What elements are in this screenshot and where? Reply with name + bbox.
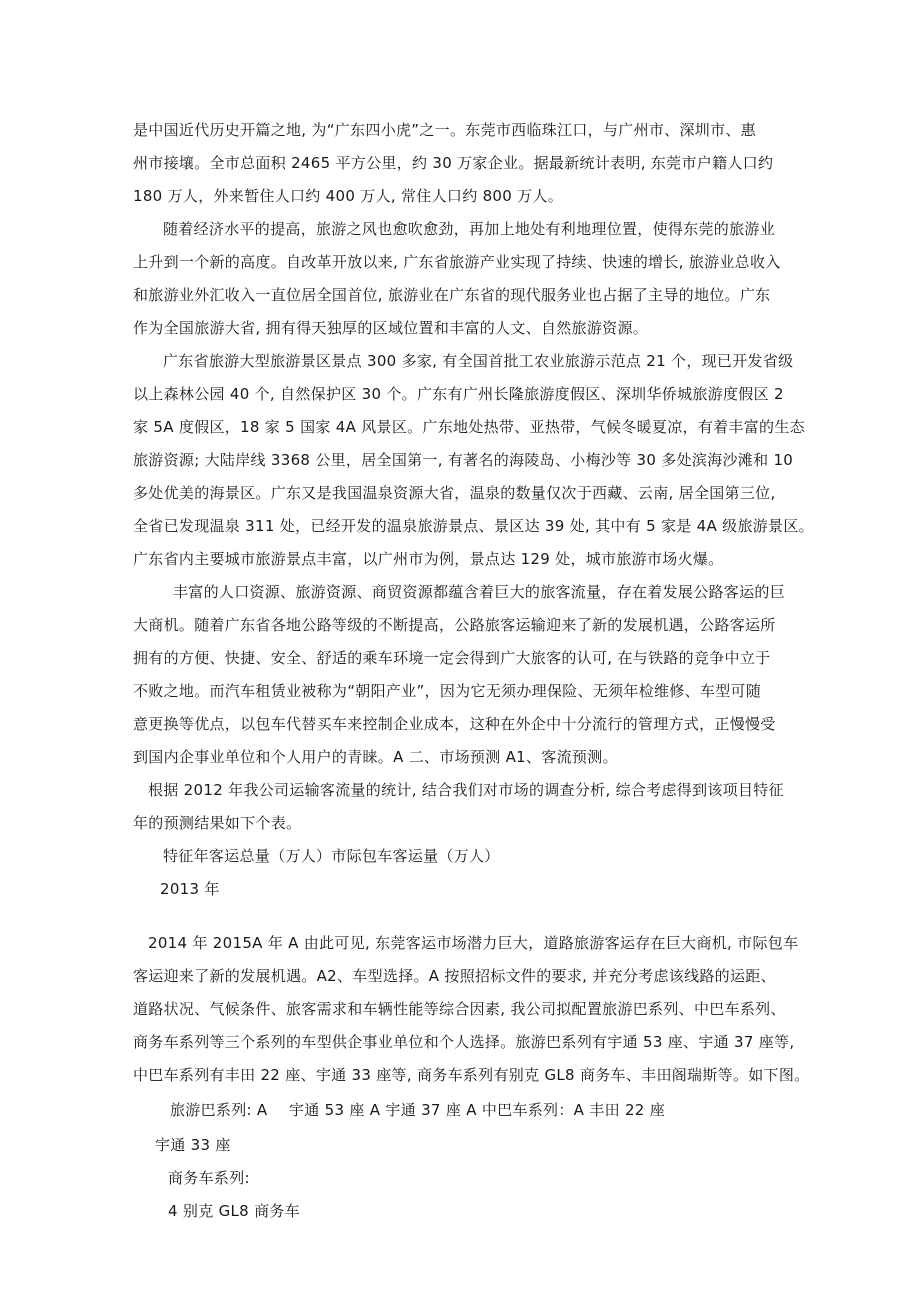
paragraph-4-line-6: 到国内企事业单位和个人用户的青睐。A 二、市场预测 A1、客流预测。 <box>133 748 618 766</box>
paragraph-3-line-5: 多处优美的海景区。广东又是我国温泉资源大省，温泉的数量仅次于西藏、云南, 居全国第三位, <box>133 484 776 502</box>
paragraph-2-line-4: 作为全国旅游大省, 拥有得天独厚的区域位置和丰富的人文、自然旅游资源。 <box>133 319 649 337</box>
paragraph-2-line-1: 随着经济水平的提高，旅游之风也愈吹愈劲，再加上地处有利地理位置，使得东莞的旅游业 <box>163 220 776 238</box>
paragraph-3-line-4: 旅游资源; 大陆岸线 3368 公里，居全国第一, 有著名的海陵岛、小梅沙等 30 多处滨海沙滩和 10 <box>133 451 794 469</box>
paragraph-3-line-1: 广东省旅游大型旅游景区景点 300 多家, 有全国首批工农业旅游示范点 21 个，现已开发省级 <box>163 352 794 370</box>
paragraph-4-line-3: 拥有的方便、快捷、安全、舒适的乘车环境一定会得到广大旅客的认可, 在与铁路的竞争中立于 <box>133 649 771 667</box>
paragraph-4-line-1: 丰富的人口资源、旅游资源、商贸资源都蕴含着巨大的旅客流量，存在着发展公路客运的巨 <box>173 583 786 601</box>
paragraph-4-line-5: 意更换等优点，以包车代替买车来控制企业成本，这种在外企中十分流行的管理方式，正慢慢受 <box>133 715 776 733</box>
buick-gl8-item: 4 别克 GL8 商务车 <box>168 1202 300 1220</box>
paragraph-4-line-2: 大商机。随着广东省各地公路等级的不断提高，公路旅客运输迎来了新的发展机遇，公路客运所 <box>133 616 776 634</box>
paragraph-6-line-3: 道路状况、气候条件、旅客需求和车辆性能等综合因素, 我公司拟配置旅游巴系列、中巴车系列、 <box>133 1000 786 1018</box>
paragraph-4-line-4: 不败之地。而汽车租赁业被称为“朝阳产业”，因为它无须办理保险、无须年检维修、车型可随 <box>133 682 762 700</box>
paragraph-3-line-3: 家 5A 度假区，18 家 5 国家 4A 风景区。广东地处热带、亚热带，气候冬暖夏凉，有着丰富的生态 <box>133 418 805 436</box>
paragraph-1-line-2: 州市接壤。全市总面积 2465 平方公里，约 30 万家企业。据最新统计表明, 东莞市户籍人口约 <box>133 154 774 172</box>
series-tour-bus-label: 旅游巴系列: A <box>170 1101 268 1119</box>
paragraph-6-line-5: 中巴车系列有丰田 22 座、宇通 33 座等, 商务车系列有别克 GL8 商务车、丰田阁瑞斯等。如下图。 <box>133 1066 810 1084</box>
series-models-line: 宇通 53 座 A 宇通 37 座 A 中巴车系列：A 丰田 22 座 <box>289 1101 665 1119</box>
business-series-label: 商务车系列: <box>168 1169 250 1187</box>
paragraph-5-line-1: 根据 2012 年我公司运输客流量的统计, 结合我们对市场的调查分析, 综合考虑得到该项目特征 <box>148 781 784 799</box>
paragraph-3-line-2: 以上森林公园 40 个, 自然保护区 30 个。广东有广州长隆旅游度假区、深圳华侨城旅游度假区 2 <box>133 385 784 403</box>
forecast-year-2013: 2013 年 <box>160 880 220 898</box>
paragraph-1-line-3: 180 万人，外来暂住人口约 400 万人, 常住人口约 800 万人。 <box>133 187 564 205</box>
paragraph-6-line-1: 2014 年 2015A 年 A 由此可见, 东莞客运市场潜力巨大，道路旅游客运存在巨大商机, 市际包车 <box>148 934 799 952</box>
paragraph-6-line-4: 商务车系列等三个系列的车型供企事业单位和个人选择。旅游巴系列有宇通 53 座、宇通 37 座等, <box>133 1033 795 1051</box>
yutong-33-item: 宇通 33 座 <box>155 1136 231 1154</box>
paragraph-6-line-2: 客运迎来了新的发展机遇。A2、车型选择。A 按照招标文件的要求, 并充分考虑该线路的运距、 <box>133 967 776 985</box>
forecast-table-header: 特征年客运总量（万人）市际包车客运量（万人） <box>163 847 500 865</box>
paragraph-2-line-3: 和旅游业外汇收入一直位居全国首位, 旅游业在广东省的现代服务业也占据了主导的地位。广东 <box>133 286 771 304</box>
paragraph-3-line-7: 广东省内主要城市旅游景点丰富，以广州市为例，景点达 129 处，城市旅游市场火爆。 <box>133 550 724 568</box>
paragraph-1-line-1: 是中国近代历史开篇之地, 为“广东四小虎”之一。东莞市西临珠江口，与广州市、深圳市、惠 <box>133 121 756 139</box>
paragraph-3-line-6: 全省已发现温泉 311 处，已经开发的温泉旅游景点、景区达 39 处, 其中有 5 家是 4A 级旅游景区。 <box>133 517 814 535</box>
paragraph-2-line-2: 上升到一个新的高度。自改革开放以来, 广东省旅游产业实现了持续、快速的增长, 旅游业总收入 <box>133 253 781 271</box>
paragraph-5-line-2: 年的预测结果如下个表。 <box>133 814 302 832</box>
